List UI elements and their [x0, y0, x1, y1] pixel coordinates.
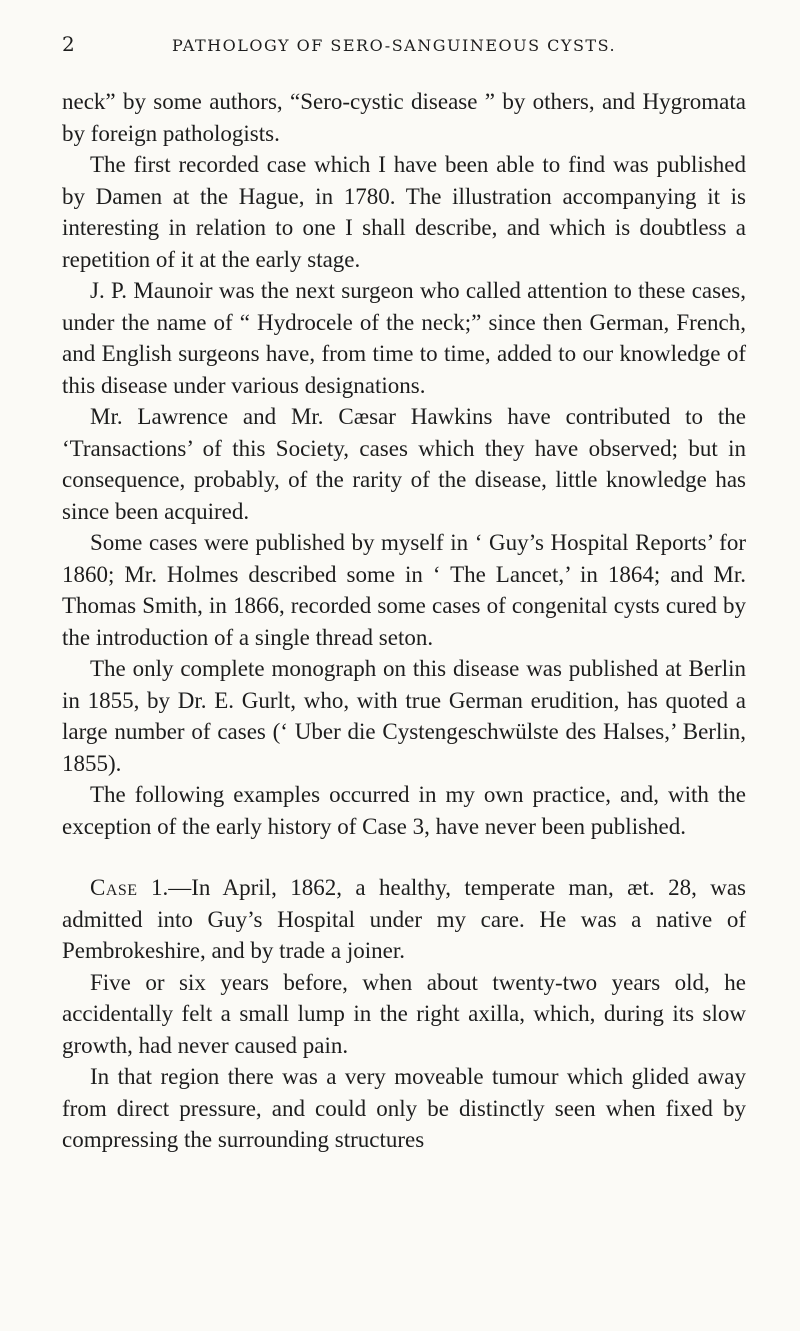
- running-title: PATHOLOGY OF SERO-SANGUINEOUS CYSTS.: [172, 36, 617, 55]
- case-label: Case: [90, 875, 138, 900]
- paragraph-maunoir: J. P. Maunoir was the next surgeon who called attention to these cases, under the name of “ Hydrocele of the neck;” since then German, French, and English surgeons have, from time to time, added to our knowledge of this disease under various designations.: [62, 278, 746, 398]
- page-number: 2: [62, 32, 75, 56]
- paragraph-continuation: neck” by some authors, “Sero-cystic disease ” by others, and Hygromata by foreign pathologists.: [62, 89, 746, 146]
- paragraph-damen: The first recorded case which I have been able to find was published by Damen at the Hague, in 1780. The illustration accompanying it is interesting in relation to one I shall describe, and which is doubtless a repetition of it at the early stage.: [62, 152, 746, 272]
- case-1-paragraph: [62, 872, 746, 967]
- case-1-text: 1.—In April, 1862, a healthy, temperate man, æt. 28, was admitted into Guy’s Hospital under my care. He was a native of Pembrokeshire, and by trade a joiner.: [62, 875, 746, 963]
- paragraph-monograph: The only complete monograph on this disease was published at Berlin in 1855, by Dr. E. Gurlt, who, with true German erudition, has quoted a large number of cases (‘ Uber die Cystengeschwülste des Halses,’ Berlin, 1855).: [62, 656, 746, 776]
- paragraph-examples: The following examples occurred in my own practice, and, with the exception of the early history of Case 3, have never been published.: [62, 782, 746, 839]
- body-text: [62, 86, 746, 1156]
- paragraph-history: Five or six years before, when about twenty-two years old, he accidentally felt a small lump in the right axilla, which, during its slow growth, had never caused pain.: [62, 969, 746, 1058]
- paragraph-published-cases: Some cases were published by myself in ‘ Guy’s Hospital Reports’ for 1860; Mr. Holmes described some in ‘ The Lancet,’ in 1864; and Mr. Thomas Smith, in 1866, recorded some cases of congenital cysts cured by the introduction of a single thread seton.: [62, 530, 746, 650]
- paragraph-lawrence-hawkins: Mr. Lawrence and Mr. Cæsar Hawkins have contributed to the ‘Transactions’ of this Society, cases which they have observed; but in consequence, probably, of the rarity of the disease, little knowledge has since been acquired.: [62, 404, 746, 524]
- running-header: [62, 32, 730, 62]
- paragraph-tumour: In that region there was a very moveable tumour which glided away from direct pressure, and could only be distinctly seen when fixed by compressing the surrounding structures: [62, 1064, 746, 1152]
